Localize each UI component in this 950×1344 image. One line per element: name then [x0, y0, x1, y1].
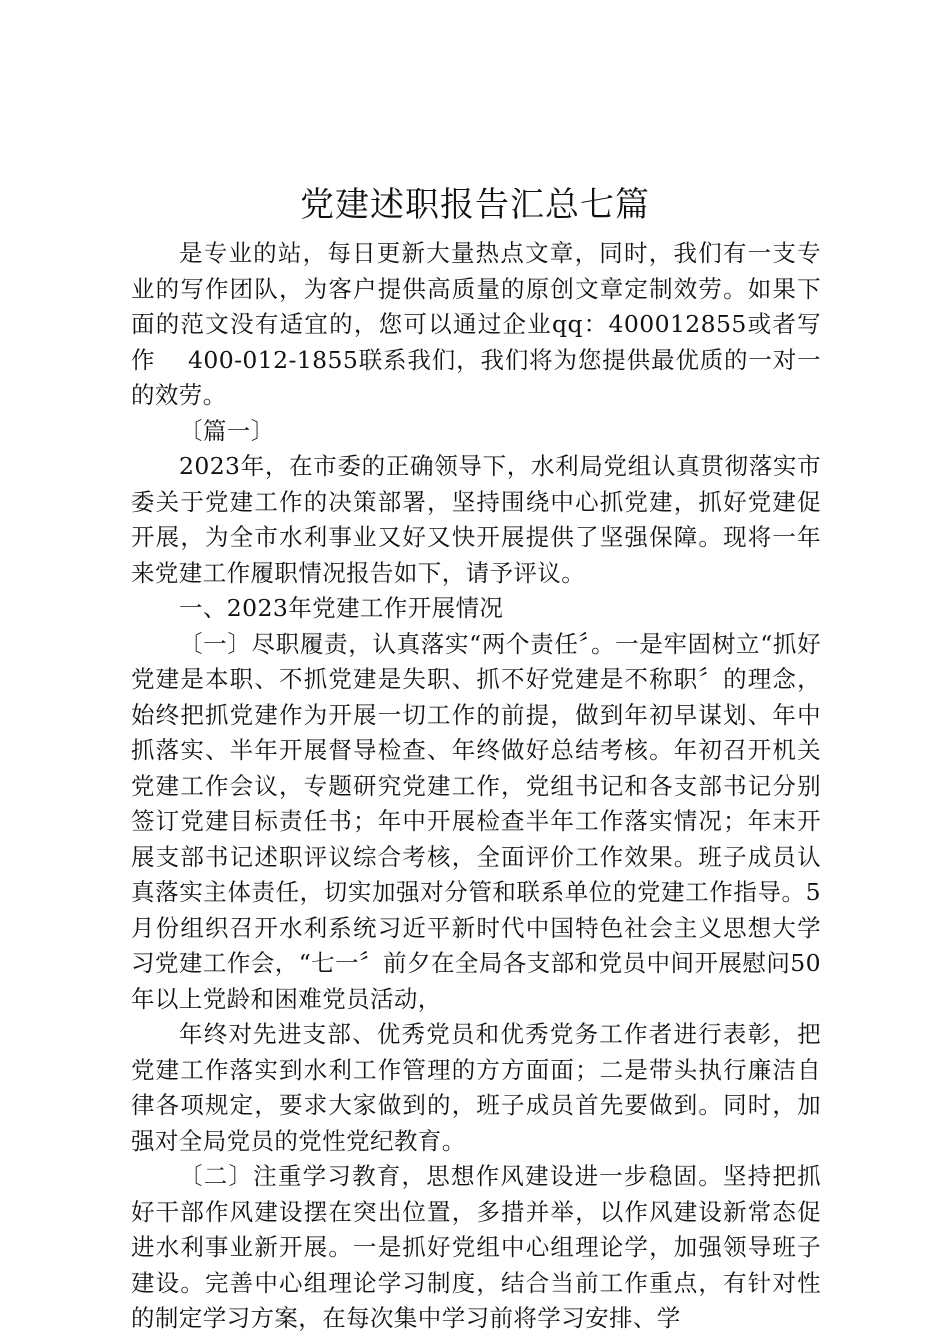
body-paragraph: 〔一〕尽职履责，认真落实“两个责任〞。一是牢固树立“抓好党建是本职、不抓党建是失职、抓不好党建是不称职〞的理念，始终把抓党建作为开展一切工作的前提，做到年初早谋划、年中抓落实、半年开展督导检查、年终做好总结考核。年初召开机关党建工作会议，专题研究党建工作，党组书记和各支部书记分别签订党建目标责任书；年中开展检查半年工作落实情况；年末开展支部书记述职评议综合考核，全面评价工作效果。班子成员认真落实主体责任，切实加强对分管和联系单位的党建工作指导。5月份组织召开水利系统习近平新时代中国特色社会主义思想大学习党建工作会，“七一〞前夕在全局各支部和党员中间开展慰问50年以上党龄和困难党员活动，: [131, 629, 821, 1013]
document-title: 党建述职报告汇总七篇: [300, 185, 650, 225]
body-paragraph: 2023年，在市委的正确领导下，水利局党组认真贯彻落实市委关于党建工作的决策部署，坚持围绕中心抓党建，抓好党建促开展，为全市水利事业又好又快开展提供了坚强保障。现将一年来党建工作履职情况报告如下，请予评议。: [131, 452, 821, 587]
section-heading: 一、2023年党建工作开展情况: [179, 594, 504, 622]
body-paragraph: 〔二〕注重学习教育，思想作风建设进一步稳固。坚持把抓好干部作风建设摆在突出位置，多措并举，以作风建设新常态促进水利事业新开展。一是抓好党组中心组理论学，加强领导班子建设。完善中心组理论学习制度，结合当前工作重点，有针对性的制定学习方案，在每次集中学习前将学习安排、学: [131, 1162, 821, 1332]
document-body: [131, 236, 821, 1337]
section-label: 〔篇一〕: [179, 416, 275, 445]
body-paragraph: 年终对先进支部、优秀党员和优秀党务工作者进行表彰，把党建工作落实到水利工作管理的方方面面；二是带头执行廉洁自律各项规定，要求大家做到的，班子成员首先要做到。同时，加强对全局党员的党性党纪教育。: [131, 1020, 821, 1155]
intro-paragraph: 是专业的站，每日更新大量热点文章，同时，我们有一支专业的写作团队，为客户提供高质量的原创文章定制效劳。如果下面的范文没有适宜的，您可以通过企业qq：400012855或者写作 400-012-1855联系我们，我们将为您提供最优质的一对一的效劳。: [131, 239, 821, 409]
